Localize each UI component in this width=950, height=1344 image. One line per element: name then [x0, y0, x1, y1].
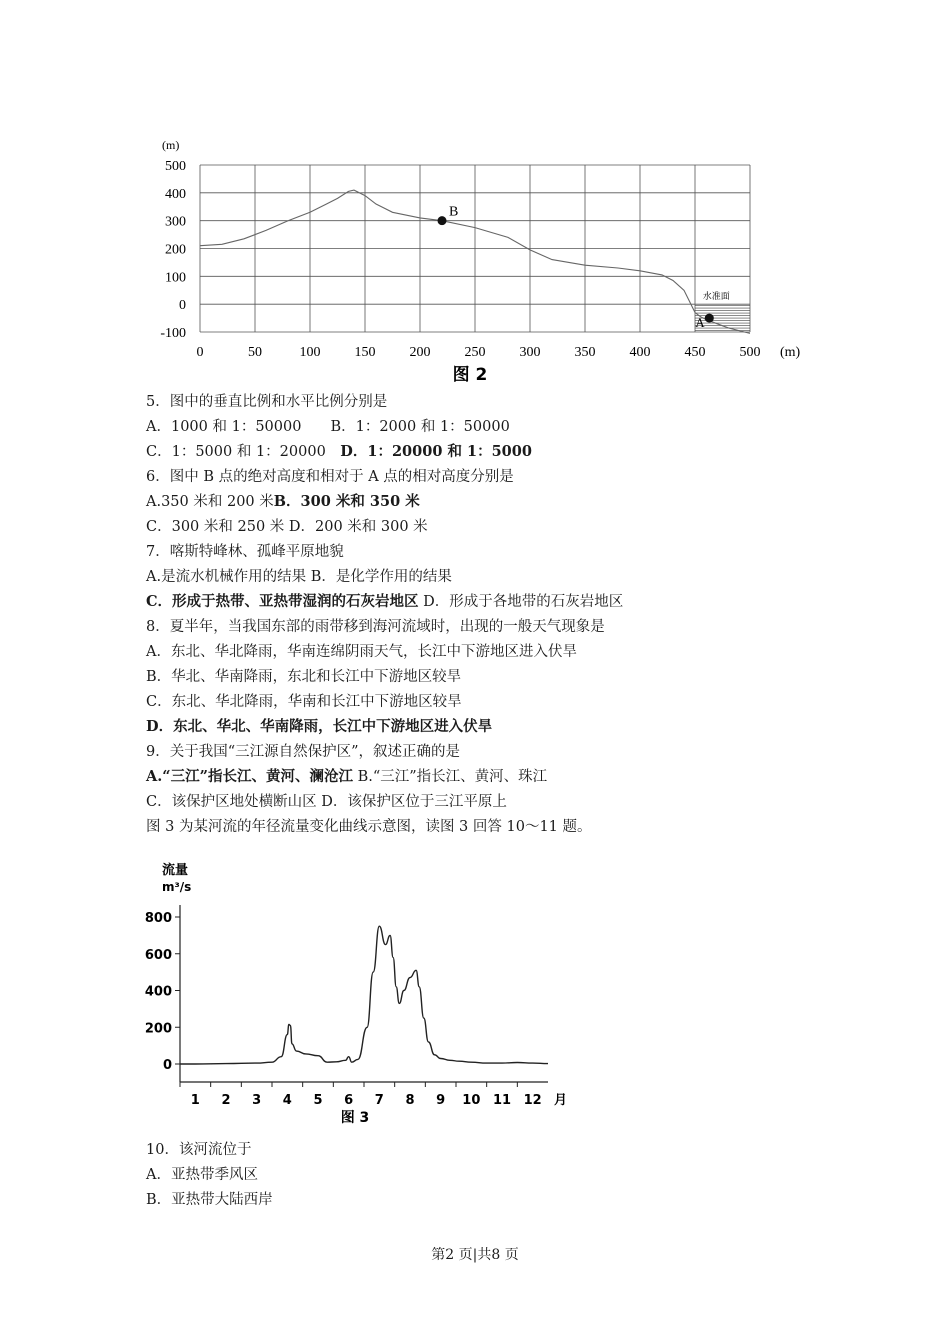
y-tick-label: -100 [160, 326, 186, 341]
question-10: 10．该河流位于 [146, 1142, 252, 1158]
x-tick-label: 9 [436, 1093, 446, 1108]
option-c-answer: C．形成于热带、亚热带湿润的石灰岩地区 [146, 593, 419, 610]
question-5-options-cd [146, 442, 532, 462]
x-axis-unit: (m) [780, 345, 801, 360]
question-8: 8．夏半年，当我国东部的雨带移到海河流域时，出现的一般天气现象是 [146, 619, 605, 635]
point-b-label: B [449, 204, 459, 220]
x-tick-label: 50 [248, 345, 262, 360]
page-footer: 第2 页|共8 页 [431, 1247, 519, 1263]
y-tick-label: 0 [162, 1058, 172, 1073]
question-9: 9．关于我国“三江源自然保护区”，叙述正确的是 [146, 744, 461, 760]
x-tick-label: 250 [464, 345, 486, 360]
question-6-options-cd: C．300 米和 250 米 D．200 米和 300 米 [146, 519, 428, 535]
option-c: C．1：5000 和 1：20000 [146, 444, 341, 460]
x-tick-label: 12 [523, 1093, 542, 1108]
x-tick-label: 4 [282, 1093, 292, 1108]
option-d: D．形成于各地带的石灰岩地区 [418, 594, 624, 610]
y-tick-label: 0 [179, 298, 186, 314]
x-tick-label: 11 [492, 1093, 512, 1108]
x-tick-label: 8 [405, 1093, 415, 1108]
question-6: 6．图中 B 点的绝对高度和相对于 A 点的相对高度分别是 [146, 469, 514, 485]
question-8-option-a: A．东北、华北降雨，华南连绵阴雨天气，长江中下游地区进入伏旱 [146, 644, 577, 660]
option-b-answer: B．300 米和 350 米 [273, 493, 420, 510]
question-5-options-ab: A．1000 和 1：50000 B．1：2000 和 1：50000 [146, 419, 510, 435]
option-b: B.“三江”指长江、黄河、珠江 [352, 769, 548, 785]
question-7-options-cd [146, 592, 623, 612]
y-tick-label: 200 [165, 242, 186, 258]
x-tick-label: 3 [252, 1093, 262, 1108]
question-9-options-ab [146, 767, 547, 787]
question-10-option-a: A．亚热带季风区 [146, 1167, 258, 1183]
x-axis-unit: 月 [554, 1093, 568, 1108]
y-tick-label: 600 [144, 947, 172, 963]
figure-3-chart [140, 855, 580, 1130]
x-tick-label: 450 [684, 345, 706, 360]
x-tick-label: 500 [739, 345, 761, 360]
point-b-marker [438, 216, 447, 225]
x-tick-label: 1 [190, 1093, 200, 1108]
x-tick-label: 7 [374, 1093, 384, 1108]
point-a-marker [705, 314, 714, 323]
figure-3-intro: 图 3 为某河流的年径流量变化曲线示意图，读图 3 回答 10～11 题。 [146, 819, 592, 835]
runoff-line [180, 926, 548, 1064]
x-tick-label: 6 [344, 1093, 354, 1108]
y-tick-label: 200 [144, 1021, 172, 1037]
x-tick-label: 200 [409, 345, 431, 360]
x-tick-label: 0 [196, 345, 204, 360]
option-d-answer: D．1：20000 和 1：5000 [340, 443, 532, 460]
option-a: A.350 米和 200 米 [146, 494, 274, 510]
question-5: 5．图中的垂直比例和水平比例分别是 [146, 394, 388, 410]
question-6-options-ab [146, 492, 420, 512]
y-tick-label: 300 [165, 214, 186, 230]
sea-level-label: 水准面 [702, 291, 730, 302]
question-10-option-b: B．亚热带大陆西岸 [146, 1192, 273, 1208]
x-tick-label: 150 [354, 345, 376, 360]
y-tick-label: 400 [144, 984, 172, 1000]
question-7: 7．喀斯特峰林、孤峰平原地貌 [146, 544, 344, 560]
question-7-options-ab: A.是流水机械作用的结果 B．是化学作用的结果 [146, 569, 452, 585]
figure-2-chart [140, 130, 820, 390]
x-tick-label: 350 [574, 345, 596, 360]
y-tick-label: 500 [165, 159, 186, 174]
y-tick-label: 400 [165, 186, 186, 202]
x-tick-label: 2 [221, 1093, 231, 1108]
y-axis-unit: (m) [162, 138, 180, 152]
y-tick-label: 800 [144, 911, 172, 926]
x-tick-label: 10 [462, 1093, 481, 1108]
x-tick-label: 100 [299, 345, 321, 360]
question-8-option-d-answer: D．东北、华北、华南降雨，长江中下游地区进入伏旱 [146, 718, 493, 735]
option-a-answer: A.“三江”指长江、黄河、澜沧江 [146, 768, 353, 785]
question-9-options-cd: C．该保护区地处横断山区 D．该保护区位于三江平原上 [146, 794, 507, 810]
y-tick-label: 100 [165, 270, 186, 286]
question-8-option-b: B．华北、华南降雨，东北和长江中下游地区较旱 [146, 669, 462, 685]
y-axis-unit: m³/s [162, 880, 192, 894]
question-8-option-c: C．东北、华北降雨，华南和长江中下游地区较旱 [146, 694, 462, 710]
x-tick-label: 300 [519, 345, 541, 360]
point-a-label: A [695, 315, 705, 331]
y-axis-title: 流量 [162, 863, 189, 878]
x-tick-label: 5 [313, 1093, 323, 1108]
x-tick-label: 400 [629, 345, 651, 360]
figure-3-caption: 图 3 [340, 1110, 370, 1126]
figure-2-caption: 图 2 [452, 365, 488, 385]
